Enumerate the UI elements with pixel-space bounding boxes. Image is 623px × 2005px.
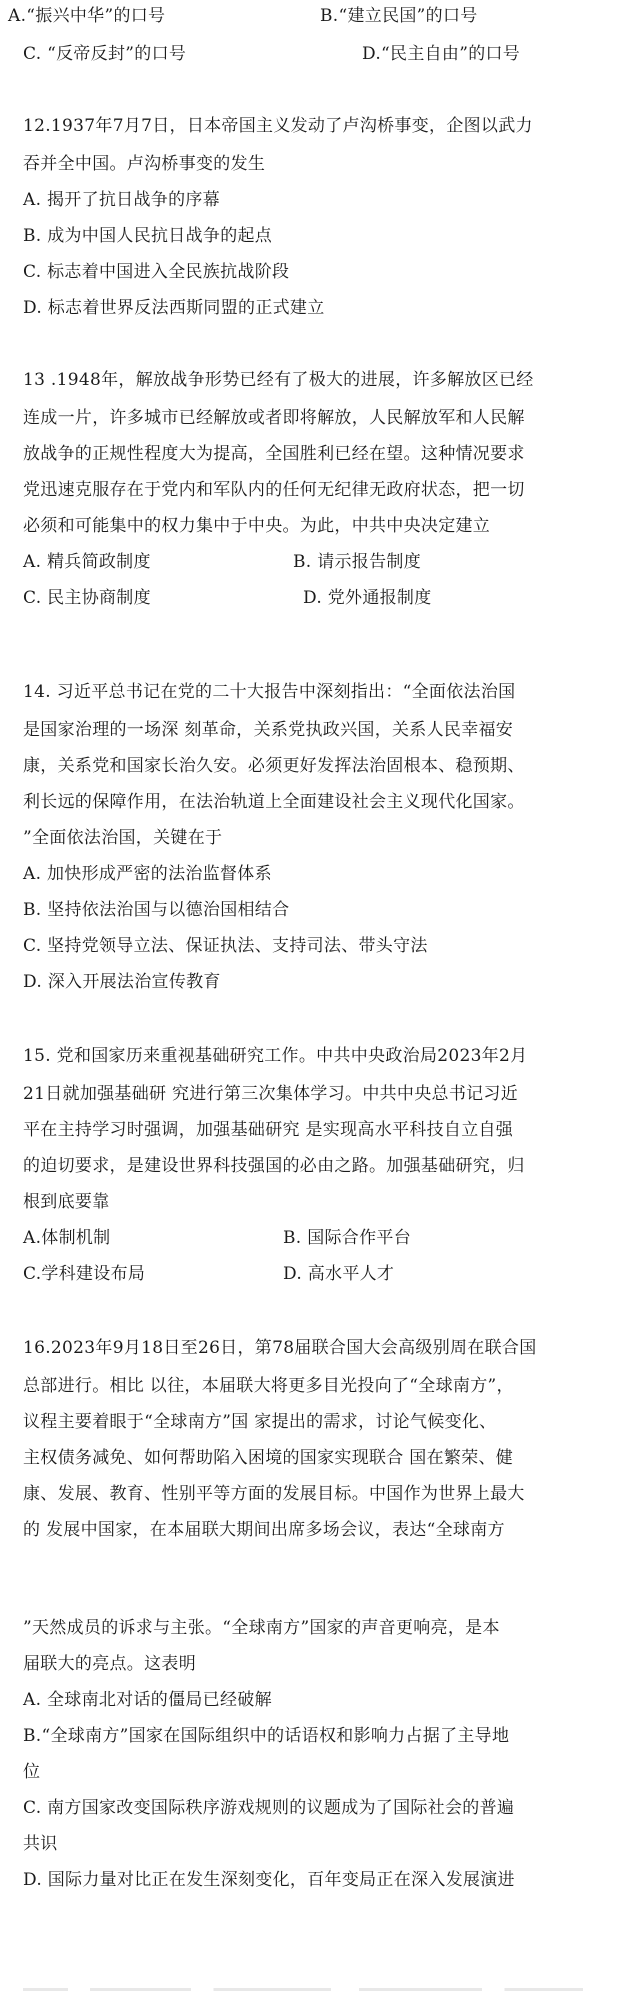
q15-stem-line: 根到底要靠	[23, 1192, 110, 1212]
q16-option-d: D. 国际力量对比正在发生深刻变化，百年变局正在深入发展演进	[23, 1870, 515, 1890]
q13-stem-line: 13 .1948年，解放战争形势已经有了极大的进展，许多解放区已经	[23, 370, 534, 390]
q13-option-c: C. 民主协商制度	[23, 588, 151, 608]
q16-option-b-cont: 位	[23, 1762, 41, 1782]
q16-option-c-cont: 共识	[23, 1834, 58, 1854]
q15-option-d: D. 高水平人才	[283, 1264, 395, 1284]
q13-option-d: D. 党外通报制度	[303, 588, 432, 608]
q15-option-a: A.体制机制	[23, 1228, 111, 1248]
cut-off-text-remnant	[23, 1988, 583, 1991]
q14-option-b: B. 坚持依法治国与以德治国相结合	[23, 900, 290, 920]
q13-option-b: B. 请示报告制度	[293, 552, 421, 572]
q12-option-b: B. 成为中国人民抗日战争的起点	[23, 226, 273, 246]
q13-stem-line: 放战争的正规性程度大为提高，全国胜利已经在望。这种情况要求	[23, 444, 525, 464]
q12-option-a: A. 揭开了抗日战争的序幕	[23, 190, 220, 210]
q16-stem-line: 届联大的亮点。这表明	[23, 1654, 196, 1674]
q14-stem-line: 是国家治理的一场深 刻革命，关系党执政兴国，关系人民幸福安	[23, 720, 514, 740]
q15-option-c: C.学科建设布局	[23, 1264, 146, 1284]
q16-stem-line: ”天然成员的诉求与主张。“全球南方”国家的声音更响亮，是本	[23, 1618, 500, 1638]
prev-option-c: C. “反帝反封”的口号	[23, 44, 187, 64]
q14-option-d: D. 深入开展法治宣传教育	[23, 972, 221, 992]
q14-stem-line: 利长远的保障作用，在法治轨道上全面建设社会主义现代化国家。	[23, 792, 525, 812]
q16-stem-line: 康、发展、教育、性别平等方面的发展目标。中国作为世界上最大	[23, 1484, 525, 1504]
q16-stem-line: 16.2023年9月18日至26日，第78届联合国大会高级别周在联合国	[23, 1338, 537, 1358]
q14-stem-line: 康，关系党和国家长治久安。必须更好发挥法治固根本、稳预期、	[23, 756, 525, 776]
q12-option-d: D. 标志着世界反法西斯同盟的正式建立	[23, 298, 325, 318]
q16-stem-line: 总部进行。相比 以往，本届联大将更多目光投向了“全球南方”，	[23, 1376, 514, 1396]
prev-option-a: A.“振兴中华”的口号	[8, 6, 166, 26]
q12-stem-line: 12.1937年7月7日，日本帝国主义发动了卢沟桥事变，企图以武力	[23, 116, 533, 136]
q16-stem-line: 议程主要着眼于“全球南方”国 家提出的需求，讨论气候变化、	[23, 1412, 497, 1432]
q13-stem-line: 连成一片，许多城市已经解放或者即将解放，人民解放军和人民解	[23, 408, 525, 428]
prev-option-d: D.“民主自由”的口号	[362, 44, 521, 64]
q15-stem-line: 15. 党和国家历来重视基础研究工作。中共中央政治局2023年2月	[23, 1046, 528, 1066]
q13-stem-line: 必须和可能集中的权力集中于中央。为此，中共中央决定建立	[23, 516, 491, 536]
q14-stem-line: ”全面依法治国，关键在于	[23, 828, 223, 848]
q13-option-a: A. 精兵简政制度	[23, 552, 151, 572]
prev-option-b: B.“建立民国”的口号	[320, 6, 478, 26]
q16-stem-line: 的 发展中国家，在本届联大期间出席多场会议，表达“全球南方	[23, 1520, 505, 1540]
q16-stem-line: 主权债务减免、如何帮助陷入困境的国家实现联合 国在繁荣、健	[23, 1448, 514, 1468]
q15-stem-line: 21日就加强基础研 究进行第三次集体学习。中共中央总书记习近	[23, 1084, 519, 1104]
q16-option-a: A. 全球南北对话的僵局已经破解	[23, 1690, 272, 1710]
q12-stem-line: 吞并全中国。卢沟桥事变的发生	[23, 154, 266, 174]
q15-stem-line: 平在主持学习时强调，加强基础研究 是实现高水平科技自立自强	[23, 1120, 514, 1140]
q15-option-b: B. 国际合作平台	[283, 1228, 411, 1248]
q16-option-c: C. 南方国家改变国际秩序游戏规则的议题成为了国际社会的普遍	[23, 1798, 515, 1818]
q12-option-c: C. 标志着中国进入全民族抗战阶段	[23, 262, 290, 282]
q15-stem-line: 的迫切要求，是建设世界科技强国的必由之路。加强基础研究，归	[23, 1156, 525, 1176]
q16-option-b: B.“全球南方”国家在国际组织中的话语权和影响力占据了主导地	[23, 1726, 510, 1746]
q14-option-a: A. 加快形成严密的法治监督体系	[23, 864, 272, 884]
q14-stem-line: 14. 习近平总书记在党的二十大报告中深刻指出：“全面依法治国	[23, 682, 516, 702]
q14-option-c: C. 坚持党领导立法、保证执法、支持司法、带头守法	[23, 936, 428, 956]
q13-stem-line: 党迅速克服存在于党内和军队内的任何无纪律无政府状态，把一切	[23, 480, 525, 500]
